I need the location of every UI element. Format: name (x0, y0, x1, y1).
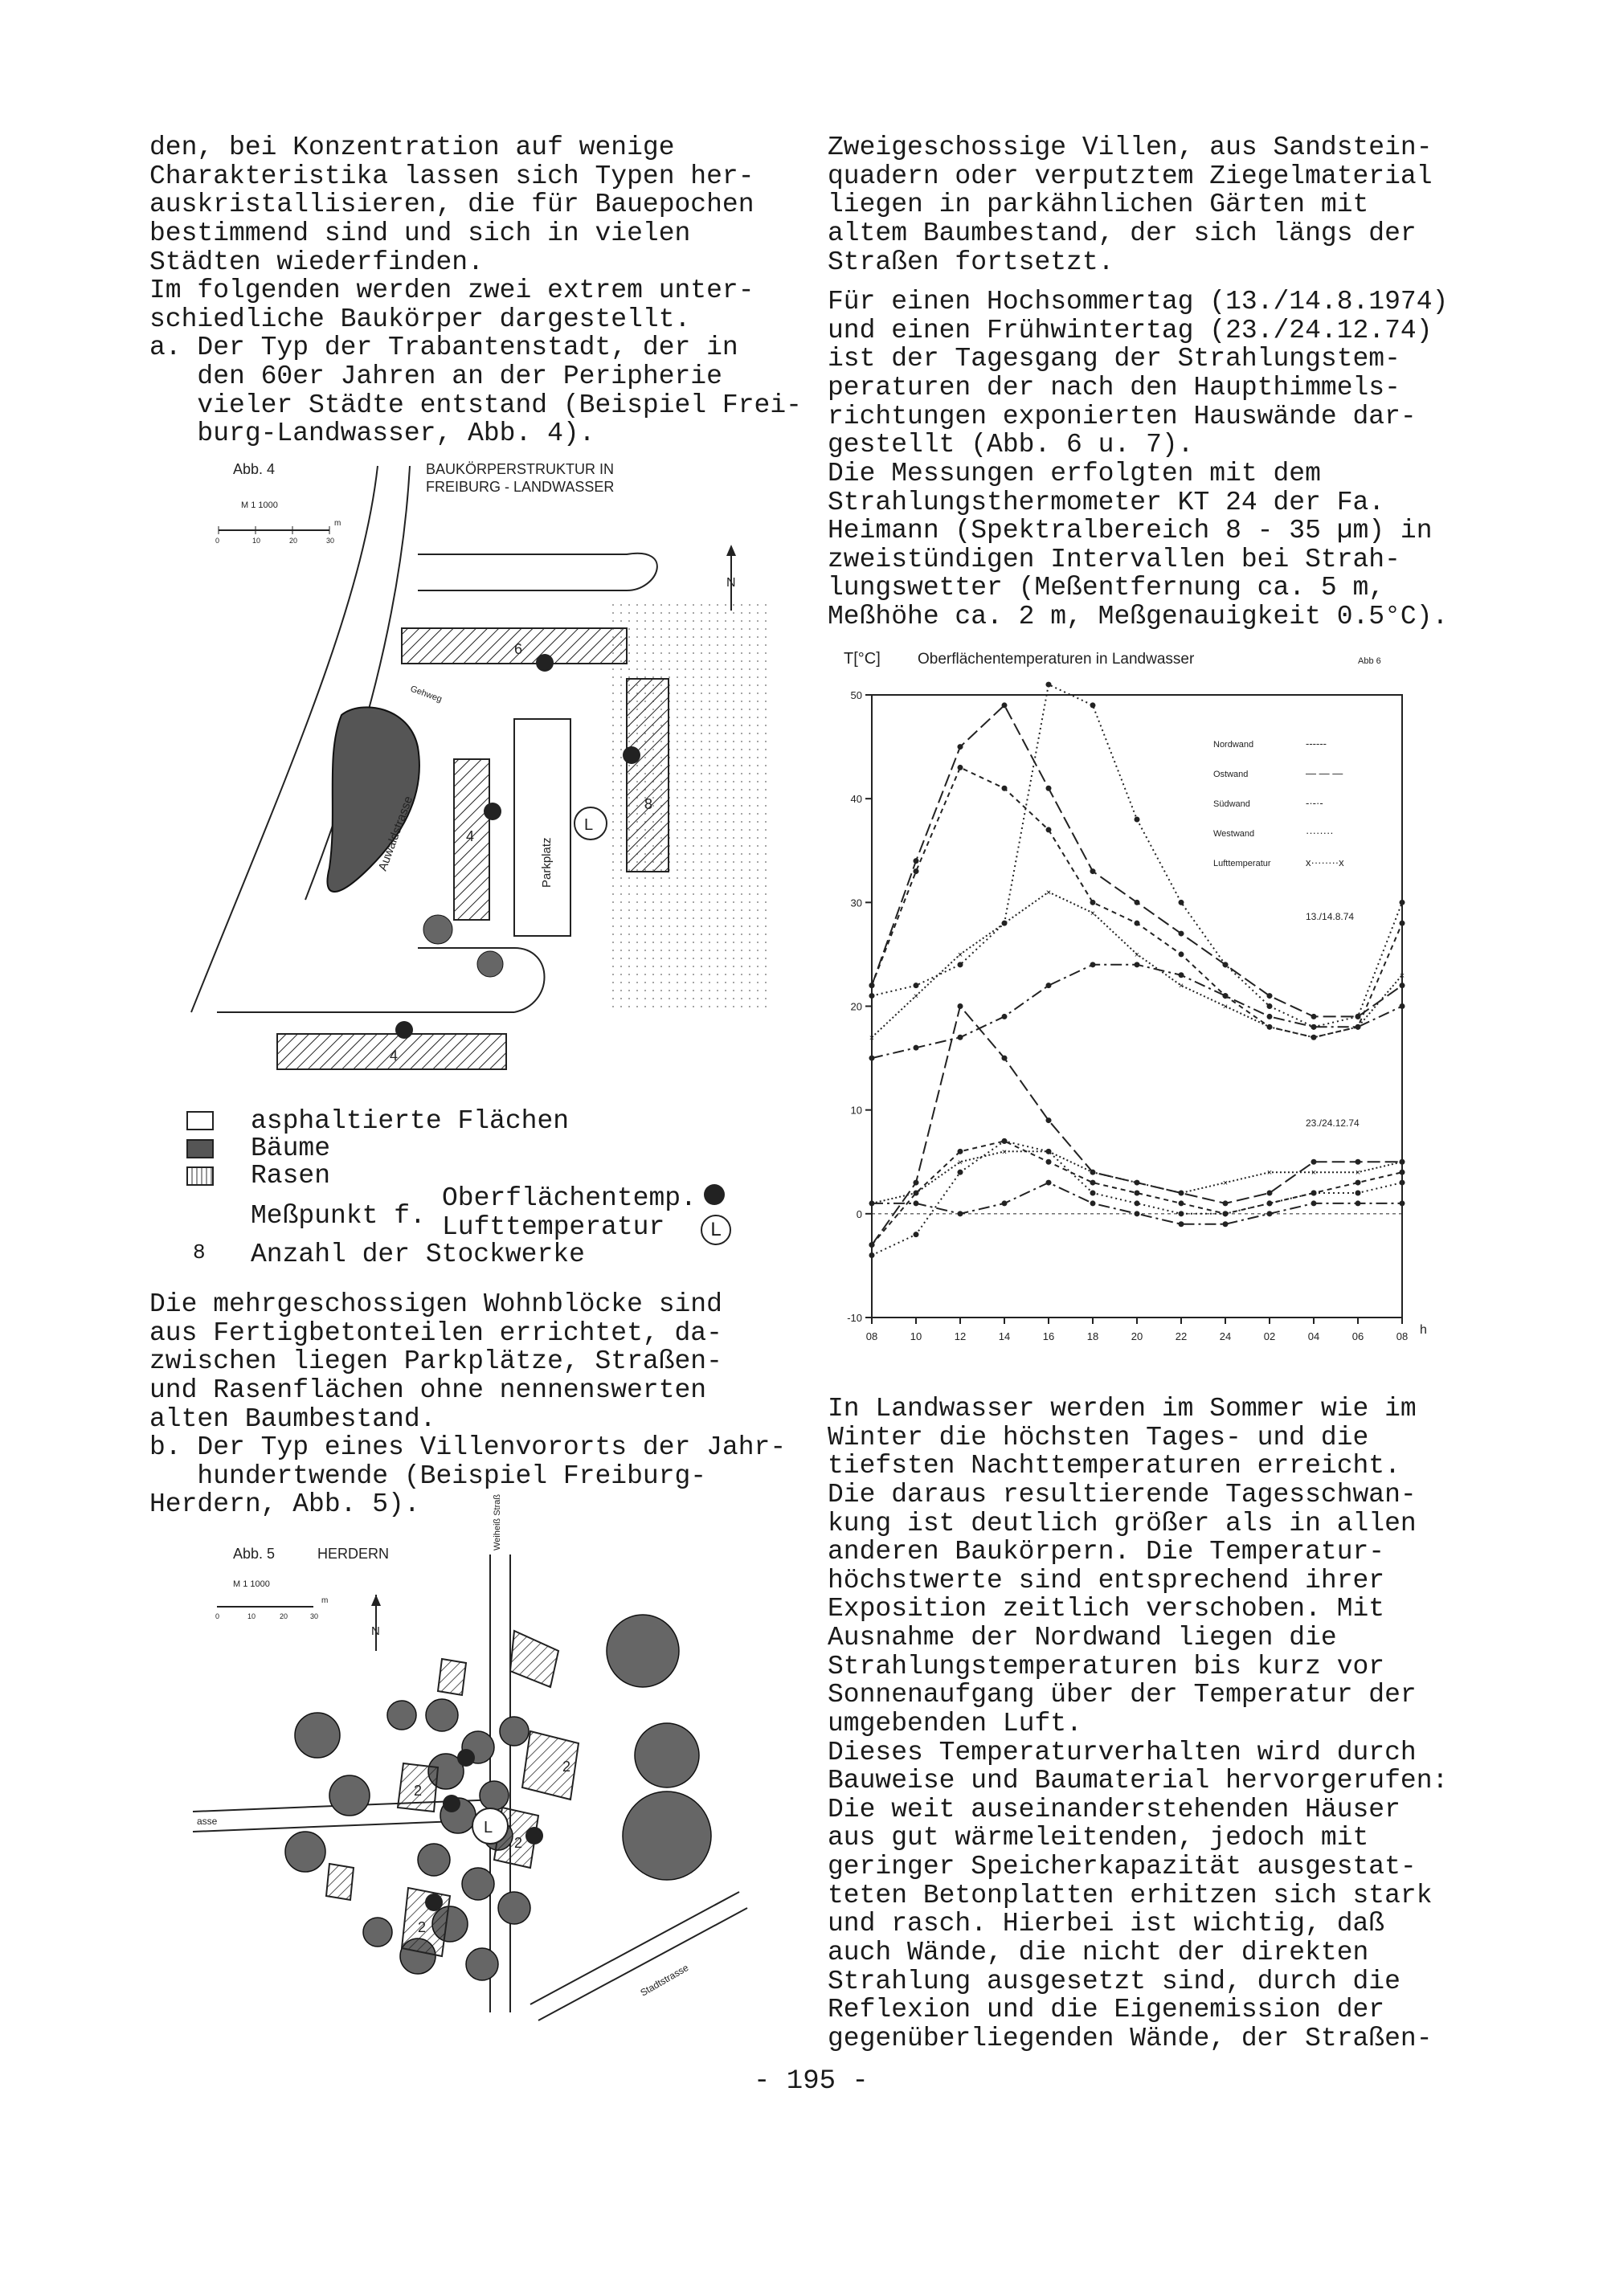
chart-point (1356, 1200, 1361, 1206)
chart-point (869, 993, 875, 999)
building-8-floors (627, 679, 669, 872)
chart-xtick-label: 12 (954, 1330, 967, 1342)
chart-point (1135, 900, 1140, 905)
legend-trees-swatch (186, 1139, 214, 1158)
fig5-measure-point-1 (457, 1749, 475, 1767)
fig5-floors-2: 2 (414, 1783, 423, 1799)
text-line: geringer Speicherkapazität ausgestat- (828, 1852, 1417, 1881)
fig5-scale-tick-2: 20 (280, 1612, 288, 1620)
fig5-north: N (371, 1624, 380, 1638)
text-line: teten Betonplatten erhitzen sich stark (828, 1880, 1433, 1910)
chart-point (1267, 1014, 1273, 1019)
text-line: Städten wiederfinden. (149, 247, 484, 277)
chart-point (1135, 1191, 1140, 1196)
chart-point (1090, 962, 1096, 967)
chart-point-air: × (1222, 1179, 1229, 1189)
fig4-floors-a: 6 (514, 641, 523, 657)
chart-point (869, 1056, 875, 1061)
chart-legend-label: Nordwand (1213, 740, 1254, 750)
chart-point (914, 1180, 919, 1186)
fig4-north: N (726, 576, 736, 590)
chart-point (1356, 1159, 1361, 1165)
text-line: Meßhöhe ca. 2 m, Meßgenauigkeit 0.5°C). (828, 602, 1449, 631)
chart-point (1311, 1159, 1317, 1165)
chart-point-air: × (1355, 1168, 1361, 1179)
legend-measure-prefix: Meßpunkt f. (251, 1201, 426, 1231)
chart-point (1002, 702, 1008, 708)
chart-xtick-label: 14 (998, 1330, 1011, 1342)
text-line: den 60er Jahren an der Peripherie (149, 362, 722, 391)
chart-legend-style: — — — (1306, 767, 1343, 779)
fig5-scale: M 1 1000 (233, 1579, 270, 1589)
chart-point (1179, 1221, 1184, 1227)
chart-xtick-label: 08 (1396, 1330, 1409, 1342)
text-line: aus gut wärmeleitenden, jedoch mit (828, 1823, 1369, 1853)
chart-xtick-label: 02 (1263, 1330, 1276, 1342)
text-line: vieler Städte entstand (Beispiel Frei- (149, 390, 802, 420)
text-line: altem Baumbestand, der sich längs der (828, 218, 1417, 248)
chart-point-air: × (913, 1189, 919, 1199)
fig4-scale-unit: m (334, 519, 341, 528)
chart-point (1046, 786, 1052, 791)
legend-floors-text: Anzahl der Stockwerke (251, 1240, 585, 1269)
text-line: schiedliche Baukörper dargestellt. (149, 304, 691, 334)
chart-point (1311, 1014, 1317, 1019)
chart-point (1179, 972, 1184, 978)
chart-point (958, 765, 963, 770)
text-line: lungswetter (Meßentfernung ca. 5 m, (828, 573, 1385, 603)
right-column-bottom-text (828, 1395, 1448, 2053)
text-line: Exposition zeitlich verschoben. Mit (828, 1594, 1385, 1624)
chart-point-air: × (1222, 1002, 1229, 1012)
chart-point-air: × (1045, 1147, 1052, 1158)
chart-point (958, 744, 963, 750)
chart-xtick-label: 18 (1086, 1330, 1099, 1342)
chart-point (1002, 786, 1008, 791)
chart-point (1356, 1014, 1361, 1019)
text-line: Im folgenden werden zwei extrem unter- (149, 276, 754, 306)
fig4-label: Abb. 4 (233, 461, 276, 477)
chart-point (914, 983, 919, 988)
text-line: b. Der Typ eines Villenvororts der Jahr- (149, 1432, 787, 1463)
chart-point-air: × (1399, 970, 1405, 981)
chart-point (1090, 702, 1096, 708)
fig4-path: Gehweg (408, 684, 444, 705)
chart-point (1267, 1211, 1273, 1216)
chart-point (1223, 1211, 1229, 1216)
chart-point (1179, 1211, 1184, 1216)
fig5-scale-unit: m (321, 1596, 329, 1605)
chart-point (1179, 951, 1184, 957)
text-line: Strahlungsthermometer KT 24 der Fa. (828, 487, 1385, 517)
chart-point (914, 858, 919, 864)
chart-xtick-label: 22 (1175, 1330, 1188, 1342)
legend-asphalt-swatch (186, 1111, 214, 1130)
text-line: Herdern, Abb. 5). (149, 1489, 420, 1520)
fig5-label: Abb. 5 (233, 1546, 276, 1562)
chart-point (1135, 921, 1140, 926)
text-line: gestellt (Abb. 6 u. 7). (828, 430, 1194, 460)
text-line: Zweigeschossige Villen, aus Sandstein- (828, 133, 1433, 162)
text-line: und rasch. Hierbei ist wichtig, daß (828, 1909, 1385, 1939)
chart-point (1002, 1014, 1008, 1019)
chart-ytick-label: 40 (850, 793, 862, 806)
chart-point (1046, 1180, 1052, 1186)
chart-point (914, 1232, 919, 1237)
text-line: Reflexion und die Eigenemission der (828, 1995, 1385, 2025)
chart-point-air: × (1266, 1023, 1273, 1033)
chart-point (869, 983, 875, 988)
chart-point (1046, 827, 1052, 832)
chart-xtick-label: 04 (1307, 1330, 1320, 1342)
chart-point-air: × (869, 1033, 875, 1044)
text-line: umgebenden Luft. (828, 1708, 1082, 1738)
chart-figure-label: Abb 6 (1358, 656, 1381, 666)
chart-point-air: × (1311, 1168, 1317, 1179)
chart-point (1179, 900, 1184, 905)
chart-annotation-winter: 23./24.12.74 (1306, 1117, 1360, 1129)
text-line: Dieses Temperaturverhalten wird durch (828, 1737, 1417, 1767)
fig4-scale-tick-3: 30 (326, 537, 335, 545)
chart-point (1267, 1191, 1273, 1196)
text-line: auch Wände, die nicht der direkten (828, 1937, 1369, 1967)
chart-xtick-label: 06 (1351, 1330, 1364, 1342)
chart-point (1267, 1003, 1273, 1009)
fig5-scale-tick-3: 30 (310, 1612, 319, 1620)
chart-point (1400, 983, 1405, 988)
text-line: tiefsten Nachttemperaturen erreicht. (828, 1451, 1401, 1481)
chart-legend-style: ········ (1306, 827, 1334, 839)
text-line: In Landwasser werden im Sommer wie im (828, 1394, 1417, 1424)
fig5-measure-point-4 (425, 1894, 443, 1911)
chart-point (1400, 1200, 1405, 1206)
chart-point (1223, 1221, 1229, 1227)
chart-legend-label: Westwand (1213, 829, 1255, 839)
chart-xtick-label: 08 (865, 1330, 878, 1342)
chart-point (1179, 931, 1184, 937)
legend-lawn-swatch (186, 1166, 214, 1186)
chart-legend-label: Südwand (1213, 799, 1250, 809)
chart-point (1400, 1003, 1405, 1009)
chart-title: Oberflächentemperaturen in Landwasser (918, 651, 1195, 668)
text-line: ist der Tagesgang der Strahlungstem- (828, 344, 1401, 374)
chart-point (1223, 1200, 1229, 1206)
chart-point (1135, 962, 1140, 967)
fig5-floors-4: 2 (418, 1919, 427, 1935)
text-line: a. Der Typ der Trabantenstadt, der in (149, 333, 738, 363)
fig4-title-line1: BAUKÖRPERSTRUKTUR IN (426, 461, 615, 477)
chart-point (1267, 1200, 1273, 1206)
chart-surface-temperatures (828, 635, 1438, 1358)
fig5-street-bottom: Stadtstrasse (638, 1962, 691, 1999)
chart-series-line-1-3 (872, 1141, 1402, 1255)
chart-point (1400, 921, 1405, 926)
chart-point-air: × (957, 950, 963, 960)
text-line: Strahlungstemperaturen bis kurz vor (828, 1651, 1385, 1681)
legend-asphalt: asphaltierte Flächen (251, 1106, 570, 1136)
chart-point-air: × (1045, 888, 1052, 898)
text-line: Die Messungen erfolgten mit dem (828, 458, 1321, 488)
legend-lawn: Rasen (251, 1161, 331, 1191)
text-line: den, bei Konzentration auf wenige (149, 133, 675, 162)
chart-ytick-label: 20 (850, 1000, 862, 1013)
text-line: Ausnahme der Nordwand liegen die (828, 1623, 1337, 1653)
text-line: auskristallisieren, die für Bauepochen (149, 190, 754, 220)
chart-point (958, 1035, 963, 1040)
measure-point-surface-2 (623, 746, 640, 764)
chart-point-air: × (1134, 1179, 1140, 1189)
text-line: burg-Landwasser, Abb. 4). (149, 419, 595, 449)
chart-point (1311, 1024, 1317, 1030)
chart-point-air: × (1399, 1158, 1405, 1168)
chart-point (1267, 993, 1273, 999)
chart-point (1090, 900, 1096, 905)
fig5-scale-tick-0: 0 (215, 1612, 220, 1620)
chart-point (1002, 1056, 1008, 1061)
chart-ytick-label: 50 (850, 689, 862, 701)
text-line: liegen in parkähnlichen Gärten mit (828, 190, 1369, 220)
legend-air-marker: L (701, 1215, 731, 1245)
chart-point (1400, 1170, 1405, 1175)
right-column-top-text (828, 133, 1448, 631)
fig4-scale-tick-0: 0 (215, 537, 220, 545)
left-column-bottom-text (149, 1290, 786, 1519)
chart-point (1002, 1138, 1008, 1144)
text-line: Die weit auseinanderstehenden Häuser (828, 1794, 1401, 1824)
chart-point (1046, 1117, 1052, 1123)
text-line: Sonnenaufgang über der Temperatur der (828, 1680, 1417, 1710)
chart-legend-style: x········x (1306, 856, 1344, 868)
text-line: Für einen Hochsommertag (13./14.8.1974) (828, 287, 1449, 317)
chart-point-air: × (957, 1158, 963, 1168)
chart-point (1400, 1180, 1405, 1186)
fig5-measure-point-2 (443, 1795, 460, 1812)
fig5-title: HERDERN (317, 1546, 390, 1562)
figure-4-site-plan (177, 450, 804, 1093)
text-line: Bauweise und Baumaterial hervorgerufen: (828, 1766, 1449, 1796)
text-line: und Rasenflächen ohne nennenswerten (149, 1375, 707, 1405)
chart-point (958, 1149, 963, 1154)
text-line: peraturen der nach den Haupthimmels- (828, 373, 1401, 402)
text-line: alten Baumbestand. (149, 1403, 436, 1434)
text-line: aus Fertigbetonteilen errichtet, da- (149, 1318, 722, 1348)
text-line: kung ist deutlich größer als in allen (828, 1508, 1417, 1538)
chart-point (869, 1242, 875, 1248)
chart-legend-label: Lufttemperatur (1213, 859, 1271, 868)
chart-point (1356, 1180, 1361, 1186)
fig4-scale-tick-2: 20 (289, 537, 298, 545)
text-line: und einen Frühwintertag (23./24.12.74) (828, 315, 1433, 345)
chart-legend-style: ------ (1306, 737, 1327, 750)
chart-point (1135, 817, 1140, 823)
fig4-air-marker: L (584, 816, 594, 834)
text-line: zweistündigen Intervallen bei Strah- (828, 544, 1401, 574)
chart-point-air: × (1266, 1168, 1273, 1179)
fig4-floors-b: 8 (644, 796, 653, 812)
text-line: Heimann (Spektralbereich 8 - 35 µm) in (828, 516, 1433, 546)
chart-point-air: × (1090, 1168, 1096, 1179)
text-line: Winter die höchsten Tages- und die (828, 1422, 1369, 1452)
legend-floors-number: 8 (193, 1240, 206, 1264)
fig5-scale-tick-1: 10 (247, 1612, 256, 1620)
text-line: anderen Baukörpern. Die Temperatur- (828, 1537, 1385, 1567)
chart-point (1135, 1211, 1140, 1216)
chart-legend-label: Ostwand (1213, 770, 1249, 779)
chart-point (958, 1211, 963, 1216)
chart-point (1223, 993, 1229, 999)
text-line: bestimmend sind und sich in vielen (149, 218, 691, 248)
fig5-trees (285, 1615, 711, 1980)
chart-xtick-label: 20 (1131, 1330, 1143, 1342)
chart-point (958, 1003, 963, 1009)
chart-legend-style: -·-·- (1306, 797, 1323, 809)
chart-ytick-label: 30 (850, 897, 862, 909)
text-line: Die daraus resultierende Tagesschwan- (828, 1479, 1417, 1510)
chart-point (1311, 1191, 1317, 1196)
text-line: gegenüberliegenden Wände, der Straßen- (828, 2023, 1433, 2053)
chart-point (1046, 1159, 1052, 1165)
chart-point-air: × (1090, 909, 1096, 919)
chart-xtick-label: 16 (1042, 1330, 1055, 1342)
page-number: - 195 - (754, 2066, 869, 2097)
chart-point (914, 1045, 919, 1051)
fig4-scale: M 1 1000 (241, 500, 278, 510)
chart-point-air: × (1178, 981, 1184, 991)
chart-point (1090, 1191, 1096, 1196)
chart-point (1046, 682, 1052, 688)
chart-point (1002, 1200, 1008, 1206)
text-line: Die mehrgeschossigen Wohnblöcke sind (149, 1289, 722, 1319)
chart-point (869, 1252, 875, 1258)
chart-point (1090, 868, 1096, 874)
text-line: Straßen fortsetzt. (828, 247, 1114, 277)
fig5-floors-1: 2 (562, 1759, 571, 1775)
chart-point-air: × (1311, 1033, 1317, 1044)
fig4-scale-tick-1: 10 (252, 537, 261, 545)
chart-ylabel: T[°C] (844, 650, 881, 668)
fig4-street: Auwaldstrasse (375, 794, 416, 873)
chart-point (1356, 1191, 1361, 1196)
chart-ytick-label: 10 (850, 1104, 862, 1117)
legend-surface-temp: Oberflächentemp. (442, 1183, 697, 1213)
chart-point (1090, 1200, 1096, 1206)
chart-point (1135, 1200, 1140, 1206)
fig4-floors-c: 4 (466, 828, 475, 844)
chart-point (958, 1170, 963, 1175)
chart-point-air: × (913, 991, 919, 1002)
fig4-title-line2: FREIBURG - LANDWASSER (426, 479, 615, 495)
chart-point-air: × (869, 1199, 875, 1209)
fig5-floors-3: 2 (514, 1835, 523, 1851)
chart-point (1046, 983, 1052, 988)
text-line: hundertwende (Beispiel Freiburg- (149, 1461, 707, 1491)
fig5-measure-point-3 (525, 1827, 543, 1845)
chart-point-air: × (1178, 1189, 1184, 1199)
left-column-top-text (149, 133, 802, 448)
chart-annotation-summer: 13./14.8.74 (1306, 911, 1355, 922)
parking-area (514, 719, 570, 936)
chart-point (958, 962, 963, 967)
chart-point (1090, 1180, 1096, 1186)
legend-surface-dot (704, 1184, 725, 1205)
measure-point-surface-3 (484, 803, 501, 820)
chart-xtick-label: 10 (910, 1330, 922, 1342)
text-line: richtungen exponierten Hauswände dar- (828, 401, 1417, 431)
text-line: zwischen liegen Parkplätze, Straßen- (149, 1346, 722, 1377)
chart-ytick-label: -10 (847, 1312, 862, 1324)
chart-xlabel: h (1420, 1323, 1427, 1337)
text-line: Strahlung ausgesetzt sind, durch die (828, 1966, 1401, 1996)
chart-ytick-label: 0 (856, 1207, 862, 1220)
text-line (828, 276, 1448, 288)
chart-point-air: × (1001, 919, 1008, 929)
chart-point (1179, 1200, 1184, 1206)
chart-point (914, 1200, 919, 1206)
legend-trees: Bäume (251, 1134, 331, 1163)
measure-point-surface-4 (395, 1021, 413, 1039)
chart-point (914, 868, 919, 874)
measure-point-surface-1 (536, 654, 554, 672)
chart-point (1311, 1200, 1317, 1206)
fig5-street-left: asse (197, 1816, 218, 1827)
legend-air-temp: Lufttemperatur (442, 1212, 665, 1242)
text-line: Charakteristika lassen sich Typen her- (149, 161, 754, 191)
chart-point-air: × (1355, 1023, 1361, 1033)
text-line: höchstwerte sind entsprechend ihrer (828, 1565, 1385, 1595)
chart-point (1223, 962, 1229, 967)
chart-point-air: × (1001, 1147, 1008, 1158)
chart-point (1400, 900, 1405, 905)
text-line: quadern oder verputztem Ziegelmaterial (828, 161, 1433, 191)
fig4-floors-d: 4 (390, 1048, 399, 1064)
fig5-street-top: Weiheiß Straß (493, 1493, 502, 1550)
chart-xtick-label: 24 (1219, 1330, 1232, 1342)
fig4-parking: Parkplatz (540, 837, 554, 888)
fig5-air-marker: L (484, 1819, 493, 1836)
chart-point-air: × (1134, 950, 1140, 960)
